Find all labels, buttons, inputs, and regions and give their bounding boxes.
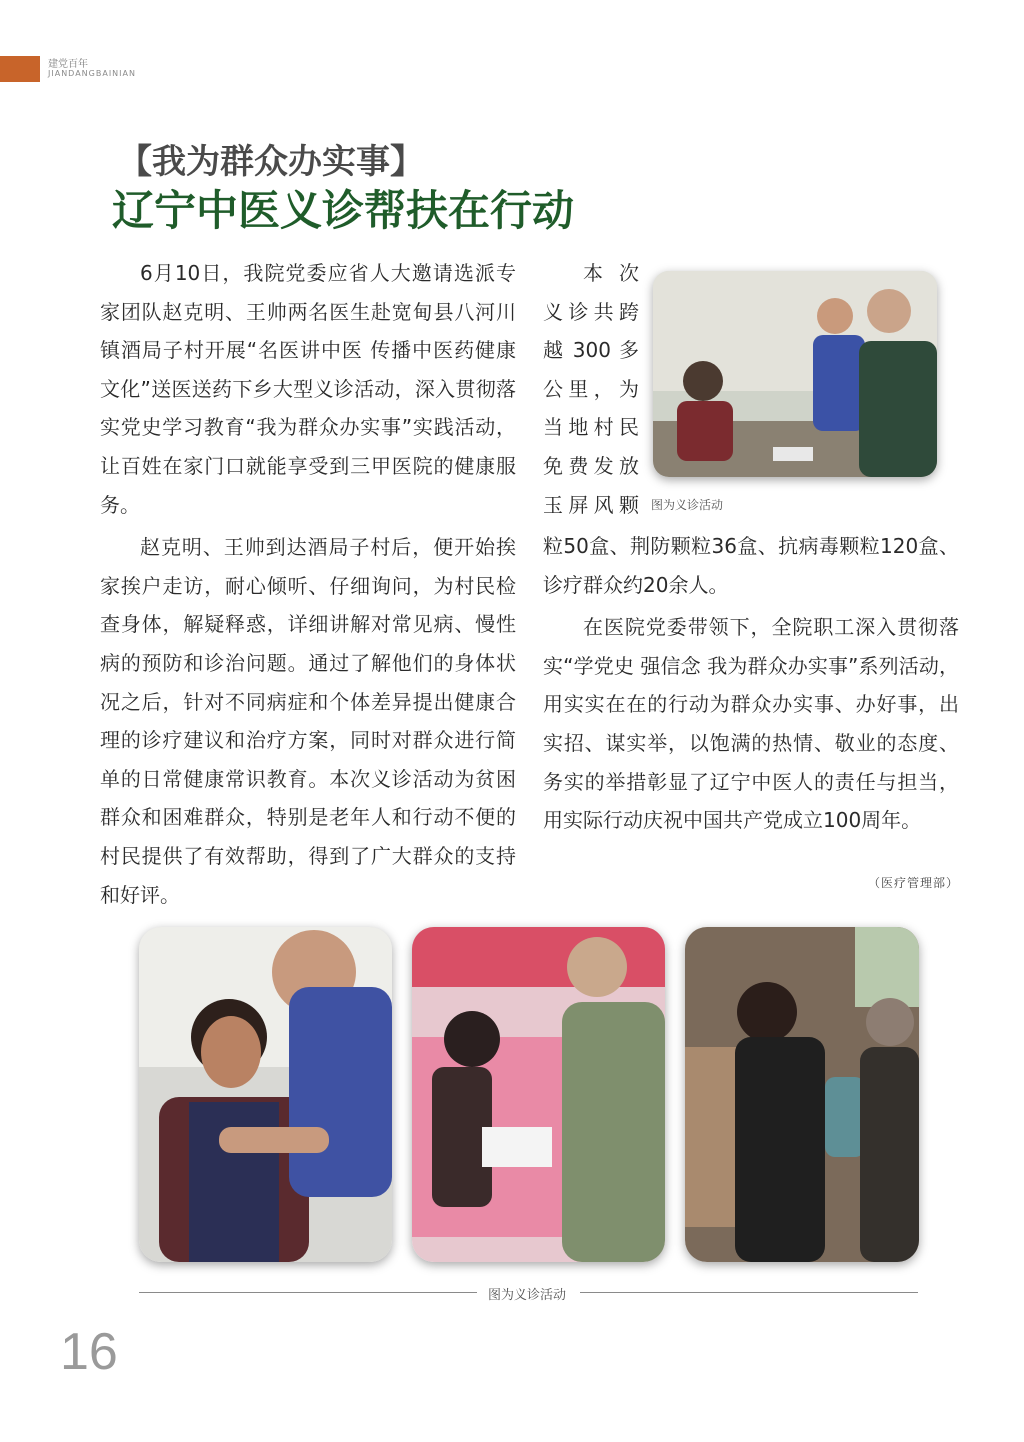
right-column xyxy=(543,527,959,840)
photo-caption-bottom: 图为义诊活动 xyxy=(488,1288,567,1303)
photo-home-visit xyxy=(685,927,919,1262)
photo-doctor-bedside xyxy=(412,927,665,1262)
narrow-line: 越 300 多 xyxy=(543,338,639,363)
photo-clinic-visit xyxy=(653,271,937,477)
section-label: 建党百年 xyxy=(48,59,88,70)
left-column xyxy=(100,254,516,914)
paragraph-2: 赵克明、王帅到达酒局子村后，便开始挨家挨户走访，耐心倾听、仔细询问，为村民检查身体，解疑释惑，详细讲解对常见病、慢性病的预防和诊治问题。通过了解他们的身体状况之后，针对不同病症和个体差异提出健康合理的诊疗建议和治疗方案，同时对群众进行简单的日常健康常识教育。本次义诊活动为贫困群众和困难群众，特别是老年人和行动不便的村民提供了有效帮助，得到了广大群众的支持和好评。 xyxy=(100,535,516,907)
narrow-line: 义诊共跨 xyxy=(543,299,639,324)
caption-rule-right xyxy=(580,1292,918,1293)
narrow-column xyxy=(543,254,639,524)
narrow-line: 玉屏风颗 xyxy=(543,492,639,517)
caption-rule-left xyxy=(139,1292,477,1293)
paragraph-1-continued: 粒50盒、荆防颗粒36盒、抗病毒颗粒120盒、诊疗群众约20余人。 xyxy=(543,534,959,597)
narrow-line: 当地村民 xyxy=(543,415,639,440)
article-kicker: 【我为群众办实事】 xyxy=(118,142,424,182)
paragraph-3: 在医院党委带领下，全院职工深入贯彻落实“学党史 强信念 我为群众办实事”系列活动，用实实在在的行动为群众办实事、办好事，出实招、谋实举，以饱满的热情、敬业的态度、务实的举措彰显了辽宁中医人的责任与担当，用实际行动庆祝中国共产党成立100周年。 xyxy=(543,615,959,833)
article-title: 辽宁中医义诊帮扶在行动 xyxy=(112,186,575,235)
narrow-line: 公里，为 xyxy=(543,376,639,401)
author-credit: （医疗管理部） xyxy=(868,876,960,890)
page-number: 16 xyxy=(60,1323,118,1381)
paragraph-1: 6月10日，我院党委应省人大邀请选派专家团队赵克明、王帅两名医生赴宽甸县八河川镇酒局子村开展“名医讲中医 传播中医药健康文化”送医送药下乡大型义诊活动，深入贯彻落实党史学习教育“我为群众办实事”实践活动，让百姓在家门口就能享受到三甲医院的健康服务。 xyxy=(100,261,516,517)
section-label-pinyin: JIANDANGBAINIAN xyxy=(48,69,136,78)
narrow-line: 本 次 xyxy=(583,261,639,285)
photo-doctor-stethoscope xyxy=(139,927,392,1262)
narrow-line: 免费发放 xyxy=(543,453,639,478)
photo-caption-top: 图为义诊活动 xyxy=(651,498,724,512)
section-accent-bar xyxy=(0,56,40,82)
